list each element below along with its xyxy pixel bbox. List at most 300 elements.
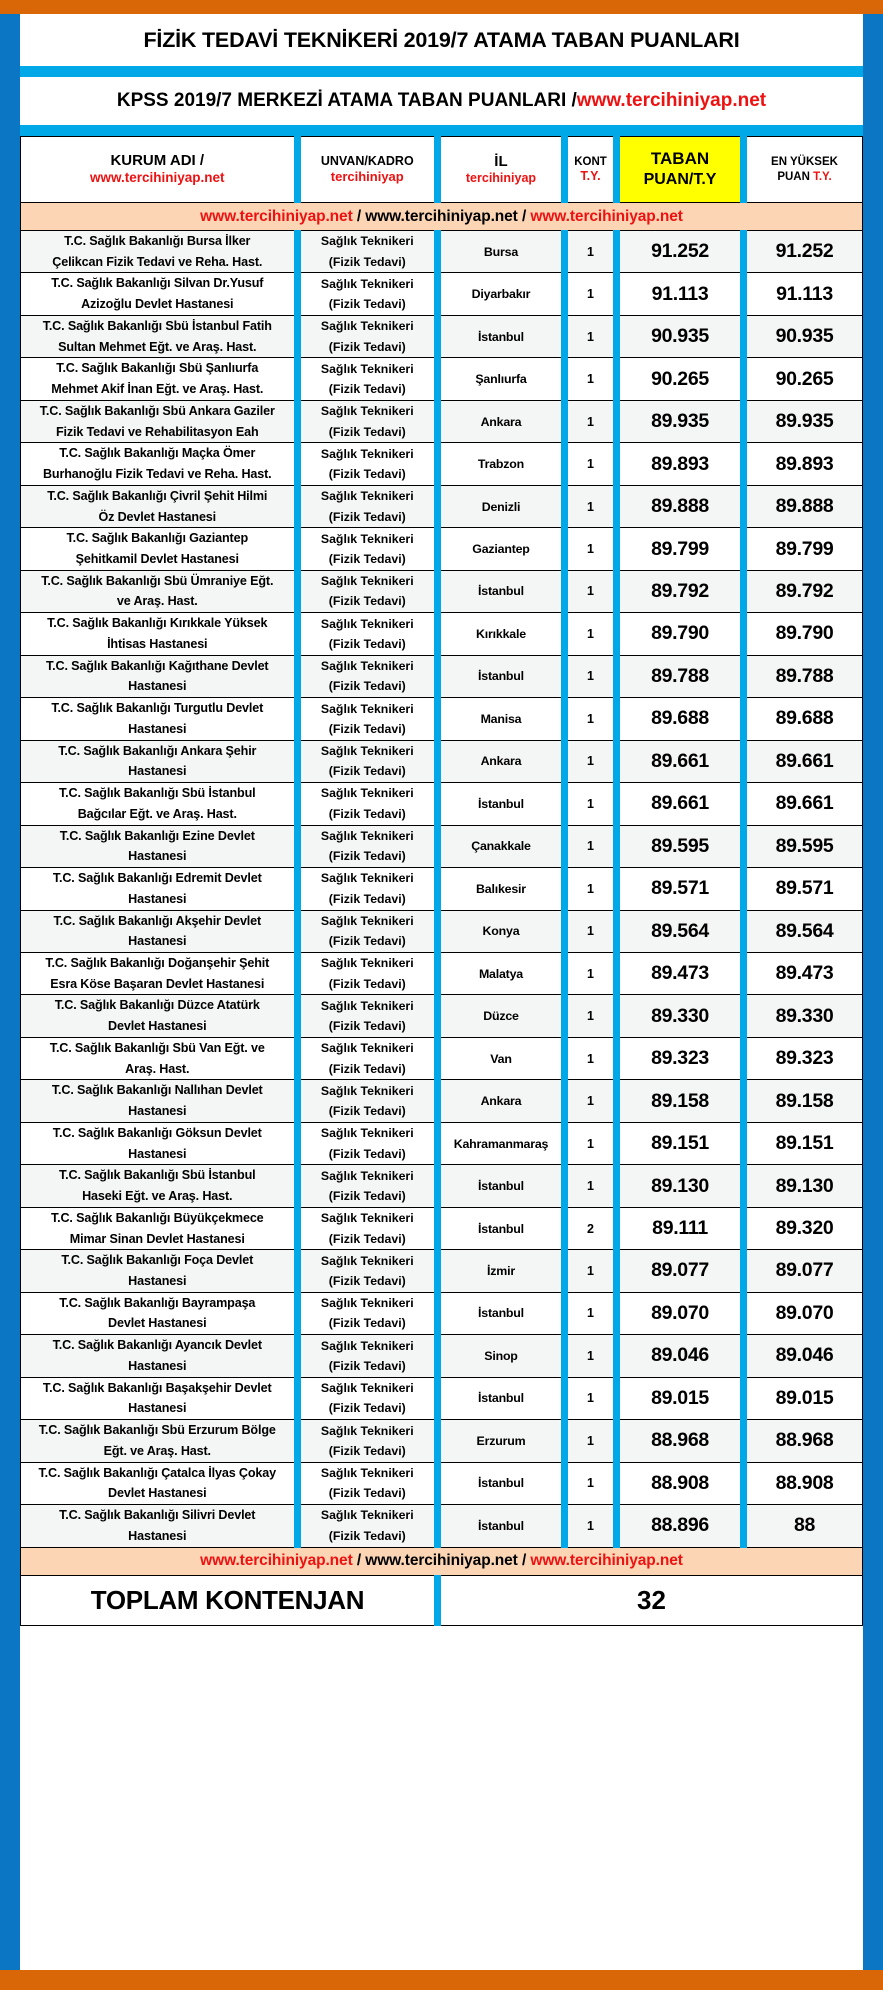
cell-il [438,400,565,442]
promo-link-1[interactable]: www.tercihiniyap.net [200,207,353,225]
kurum-line1: T.C. Sağlık Bakanlığı Ankara Şehir [58,743,257,758]
unvan-line1: Sağlık Teknikeri [320,276,414,291]
unvan-line1: Sağlık Teknikeri [320,489,414,504]
cell-kontenjan [564,1377,616,1419]
unvan-line2: (Fizik Tedavi) [328,382,406,397]
unvan-line2: (Fizik Tedavi) [328,806,406,821]
taban-value: 89.688 [651,707,709,730]
cell-il [438,1037,565,1079]
cell-unvan-kadro [297,868,438,910]
cell-unvan-kadro [297,825,438,867]
cell-il [438,1292,565,1334]
unvan-line1: Sağlık Teknikeri [320,744,414,759]
promo-link-4[interactable]: www.tercihiniyap.net [200,1552,353,1570]
cell-en-yuksek-puan [743,528,862,570]
cell-en-yuksek-puan [743,400,862,442]
cell-kurum-adi [21,1122,298,1164]
cell-en-yuksek-puan [743,1292,862,1334]
kurum-line2: Mimar Sinan Devlet Hastanesi [69,1231,245,1246]
promo-banner-top [21,203,863,231]
il-value: Balıkesir [476,881,526,896]
table-row [21,358,863,400]
kurum-line1: T.C. Sağlık Bakanlığı Turgutlu Devlet [51,701,264,716]
il-value: Denizli [481,499,521,514]
unvan-line2: (Fizik Tedavi) [328,1528,406,1543]
enyuksek-value: 89.792 [775,579,834,602]
unvan-line2: (Fizik Tedavi) [328,1061,406,1076]
total-kontenjan-value: 32 [438,1575,863,1625]
enyuksek-value: 89.788 [775,664,834,687]
cell-taban-puan [617,1377,744,1419]
kont-value: 1 [587,1179,594,1194]
il-value: İstanbul [478,329,524,344]
cell-kontenjan [564,231,616,273]
unvan-line2: (Fizik Tedavi) [328,1231,406,1246]
table-row [21,995,863,1037]
column-header-taban-puan [617,137,744,203]
cell-taban-puan [617,231,744,273]
scores-table [20,136,863,1626]
unvan-line2: (Fizik Tedavi) [328,764,406,779]
cell-kontenjan [564,655,616,697]
kurum-line2: Mehmet Akif İnan Eğt. ve Araş. Hast. [51,382,264,397]
kurum-line1: T.C. Sağlık Bakanlığı Kırıkkale Yüksek [47,616,268,631]
unvan-line1: Sağlık Teknikeri [320,913,414,928]
il-value: İzmir [487,1263,515,1278]
kurum-line1: T.C. Sağlık Bakanlığı Edremit Devlet [52,871,262,886]
cell-kurum-adi [21,315,298,357]
enyuksek-value: 89.688 [775,707,834,730]
taban-value: 89.792 [651,579,709,602]
cell-unvan-kadro [297,1377,438,1419]
unvan-line2: (Fizik Tedavi) [328,509,406,524]
il-header-line2: tercihiniyap [465,171,537,186]
taban-value: 90.265 [651,367,709,390]
il-value: İstanbul [478,1391,524,1406]
kurum-line1: T.C. Sağlık Bakanlığı Silivri Devlet [59,1508,256,1523]
il-value: Şanlıurfa [475,372,527,387]
unvan-line2: (Fizik Tedavi) [328,1104,406,1119]
cell-unvan-kadro [297,570,438,612]
taban-value: 89.661 [651,792,709,815]
cell-taban-puan [617,1505,744,1547]
unvan-header-line1: UNVAN/KADRO [320,153,414,168]
cell-il [438,485,565,527]
taban-value: 89.571 [651,877,709,900]
unvan-line1: Sağlık Teknikeri [320,1296,414,1311]
cell-en-yuksek-puan [743,910,862,952]
cell-kontenjan [564,485,616,527]
cell-kurum-adi [21,825,298,867]
cell-unvan-kadro [297,698,438,740]
kont-header-line2: T.Y. [580,168,601,183]
content-area [20,14,863,1970]
kurum-line1: T.C. Sağlık Bakanlığı Sbü İstanbul [59,786,256,801]
kont-value: 1 [587,1009,594,1024]
enyuksek-header-line1: EN YÜKSEK [771,156,838,169]
cell-en-yuksek-puan [743,1080,862,1122]
cell-unvan-kadro [297,485,438,527]
cell-kontenjan [564,1462,616,1504]
taban-value: 88.908 [651,1471,709,1494]
cell-il [438,1377,565,1419]
unvan-line2: (Fizik Tedavi) [328,849,406,864]
unvan-line2: (Fizik Tedavi) [328,1443,406,1458]
il-value: İstanbul [478,1221,524,1236]
enyuksek-value: 89.888 [775,495,834,518]
kont-value: 1 [587,457,594,472]
unvan-line1: Sağlık Teknikeri [320,319,414,334]
table-row [21,231,863,273]
cell-en-yuksek-puan [743,613,862,655]
il-value: İstanbul [478,1476,524,1491]
taban-header-line1: TABAN [650,149,710,169]
kurum-line2: Hastanesi [128,891,187,906]
taban-value: 89.564 [651,919,709,942]
taban-value: 89.077 [651,1259,709,1282]
promo-link-3[interactable]: www.tercihiniyap.net [530,207,683,225]
page-subtitle-link[interactable]: www.tercihiniyap.net [576,90,767,111]
cell-taban-puan [617,1462,744,1504]
page-subtitle-text: KPSS 2019/7 MERKEZİ ATAMA TABAN PUANLARI / [116,90,577,111]
enyuksek-value: 89.893 [775,452,834,475]
promo-link-2[interactable]: www.tercihiniyap.net [365,207,518,225]
left-blue-rail [0,14,20,1970]
cell-unvan-kadro [297,1420,438,1462]
kurum-line1: T.C. Sağlık Bakanlığı Çivril Şehit Hilmi [47,488,268,503]
unvan-line1: Sağlık Teknikeri [320,1508,414,1523]
cell-kurum-adi [21,1505,298,1547]
taban-value: 89.799 [651,537,709,560]
cell-unvan-kadro [297,613,438,655]
taban-value: 89.473 [651,962,709,985]
unvan-line1: Sağlık Teknikeri [320,786,414,801]
unvan-line1: Sağlık Teknikeri [320,361,414,376]
enyuksek-value: 88.908 [775,1471,834,1494]
unvan-line2: (Fizik Tedavi) [328,679,406,694]
unvan-line2: (Fizik Tedavi) [328,1486,406,1501]
enyuksek-value: 89.330 [775,1004,834,1027]
kont-value: 1 [587,796,594,811]
cell-kurum-adi [21,1250,298,1292]
unvan-line1: Sağlık Teknikeri [320,446,414,461]
cell-kurum-adi [21,1462,298,1504]
cell-taban-puan [617,783,744,825]
kurum-line1: T.C. Sağlık Bakanlığı Sbü Ümraniye Eğt. [41,573,274,588]
il-value: Diyarbakır [471,287,531,302]
cell-en-yuksek-puan [743,570,862,612]
taban-value: 89.893 [651,452,709,475]
taban-value: 90.935 [651,325,709,348]
cell-kontenjan [564,570,616,612]
total-row [21,1575,863,1625]
taban-value: 89.158 [651,1089,709,1112]
table-row [21,485,863,527]
cell-kurum-adi [21,273,298,315]
kurum-line1: T.C. Sağlık Bakanlığı Çatalca İlyas Çokay [38,1465,276,1480]
cell-en-yuksek-puan [743,1165,862,1207]
cell-unvan-kadro [297,995,438,1037]
cell-en-yuksek-puan [743,443,862,485]
cell-en-yuksek-puan [743,1377,862,1419]
kurum-line2: Devlet Hastanesi [108,1486,207,1501]
kurum-line2: Sultan Mehmet Eğt. ve Araş. Hast. [58,339,257,354]
unvan-line2: (Fizik Tedavi) [328,467,406,482]
cell-taban-puan [617,613,744,655]
unvan-line1: Sağlık Teknikeri [320,1041,414,1056]
kurum-line1: T.C. Sağlık Bakanlığı Foça Devlet [61,1253,254,1268]
cell-il [438,868,565,910]
cell-taban-puan [617,1165,744,1207]
column-header-kont [564,137,616,203]
cell-il [438,570,565,612]
cell-kurum-adi [21,570,298,612]
table-row [21,1420,863,1462]
banner-row-top [21,203,863,231]
cell-il [438,698,565,740]
kont-value: 1 [587,1348,594,1363]
taban-value: 89.323 [651,1047,709,1070]
taban-value: 89.111 [652,1217,708,1240]
cell-kontenjan [564,1037,616,1079]
table-row [21,1250,863,1292]
unvan-line2: (Fizik Tedavi) [328,934,406,949]
cell-en-yuksek-puan [743,655,862,697]
promo-sep-2: / [517,207,531,225]
enyuksek-value: 89.661 [775,792,834,815]
unvan-line2: (Fizik Tedavi) [328,636,406,651]
kurum-line2: Burhanoğlu Fizik Tedavi ve Reha. Hast. [42,467,272,482]
enyuksek-value: 88.968 [775,1429,834,1452]
kurum-line1: T.C. Sağlık Bakanlığı Sbü İstanbul Fatih [42,318,272,333]
kont-value: 1 [587,542,594,557]
kurum-line1: T.C. Sağlık Bakanlığı Sbü Van Eğt. ve [49,1040,265,1055]
cell-en-yuksek-puan [743,1462,862,1504]
table-row [21,1292,863,1334]
kont-value: 1 [587,1433,594,1448]
kurum-line1: T.C. Sağlık Bakanlığı Sbü Erzurum Bölge [38,1423,276,1438]
cell-en-yuksek-puan [743,485,862,527]
kurum-line1: T.C. Sağlık Bakanlığı Düzce Atatürk [54,998,260,1013]
cell-kontenjan [564,1080,616,1122]
cell-kontenjan [564,528,616,570]
cell-kurum-adi [21,995,298,1037]
cell-unvan-kadro [297,1250,438,1292]
cell-kurum-adi [21,1037,298,1079]
kurum-line2: Devlet Hastanesi [108,1019,207,1034]
cell-kontenjan [564,1165,616,1207]
cell-taban-puan [617,273,744,315]
cell-kontenjan [564,740,616,782]
cell-kurum-adi [21,613,298,655]
cell-kontenjan [564,868,616,910]
cell-unvan-kadro [297,1207,438,1249]
cell-il [438,825,565,867]
enyuksek-value: 90.265 [775,367,834,390]
il-value: İstanbul [478,1306,524,1321]
cyan-divider-top [20,66,863,77]
cell-taban-puan [617,825,744,867]
enyuksek-value: 89.323 [775,1047,834,1070]
il-value: Kırıkkale [476,626,526,641]
unvan-line1: Sağlık Teknikeri [320,956,414,971]
cell-taban-puan [617,995,744,1037]
taban-value: 89.151 [651,1132,709,1155]
cell-taban-puan [617,1292,744,1334]
il-value: Trabzon [477,457,525,472]
taban-value: 89.935 [651,410,709,433]
unvan-line2: (Fizik Tedavi) [328,1358,406,1373]
taban-value: 89.790 [651,622,709,645]
cell-kurum-adi [21,358,298,400]
kont-value: 1 [587,711,594,726]
cell-en-yuksek-puan [743,231,862,273]
kurum-line1: T.C. Sağlık Bakanlığı Bursa İlker [64,234,251,248]
cell-unvan-kadro [297,231,438,273]
table-row [21,825,863,867]
il-value: İstanbul [478,584,524,599]
enyuksek-value: 89.595 [775,834,834,857]
enyuksek-value: 89.158 [775,1089,834,1112]
kont-value: 1 [587,372,594,387]
unvan-line1: Sağlık Teknikeri [320,1465,414,1480]
table-row [21,910,863,952]
kurum-line2: Fizik Tedavi ve Rehabilitasyon Eah [55,424,259,439]
taban-header-line2: PUAN/T.Y [643,171,717,189]
table-header [21,137,863,203]
cell-taban-puan [617,952,744,994]
kurum-line2: Hastanesi [128,1528,187,1543]
cell-en-yuksek-puan [743,1122,862,1164]
promo-link-5[interactable]: www.tercihiniyap.net [365,1552,518,1570]
promo-sep-1: / [352,207,366,225]
unvan-line2: (Fizik Tedavi) [328,721,406,736]
cell-il [438,952,565,994]
unvan-line1: Sağlık Teknikeri [320,1083,414,1098]
kont-value: 1 [587,329,594,344]
promo-sep-4: / [517,1552,531,1570]
cell-kontenjan [564,273,616,315]
cell-unvan-kadro [297,400,438,442]
cell-il [438,1420,565,1462]
cell-taban-puan [617,485,744,527]
unvan-line2: (Fizik Tedavi) [328,1273,406,1288]
il-value: Malatya [478,966,523,981]
unvan-line1: Sağlık Teknikeri [320,531,414,546]
table-row [21,952,863,994]
unvan-header-line2: tercihiniyap [330,169,404,185]
cell-kurum-adi [21,655,298,697]
enyuksek-value: 89.130 [775,1174,834,1197]
cell-kurum-adi [21,443,298,485]
cell-kurum-adi [21,1207,298,1249]
cell-kurum-adi [21,1335,298,1377]
kurum-line1: T.C. Sağlık Bakanlığı Bayrampaşa [59,1295,256,1310]
enyuksek-value: 90.935 [775,325,834,348]
cell-unvan-kadro [297,1335,438,1377]
table-row [21,1122,863,1164]
cell-kurum-adi [21,1165,298,1207]
kurum-line2: Hastanesi [128,1358,187,1373]
unvan-line1: Sağlık Teknikeri [320,234,414,249]
kurum-line2: Azizoğlu Devlet Hastanesi [81,297,234,312]
cell-kurum-adi [21,1377,298,1419]
table-row [21,1207,863,1249]
cell-en-yuksek-puan [743,1505,862,1547]
cell-en-yuksek-puan [743,952,862,994]
cell-unvan-kadro [297,528,438,570]
table-footer [21,1547,863,1625]
kont-value: 1 [587,1136,594,1151]
cell-kontenjan [564,315,616,357]
cell-taban-puan [617,315,744,357]
il-value: İstanbul [478,669,524,684]
cell-unvan-kadro [297,1037,438,1079]
enyuksek-value: 89.661 [775,749,834,772]
cell-il [438,995,565,1037]
kurum-line2: Bağcılar Eğt. ve Araş. Hast. [77,806,237,821]
cell-kurum-adi [21,1292,298,1334]
page-title: FİZİK TEDAVİ TEKNİKERİ 2019/7 ATAMA TABAN PUANLARI [20,14,863,66]
unvan-line1: Sağlık Teknikeri [320,1168,414,1183]
kurum-line1: T.C. Sağlık Bakanlığı Akşehir Devlet [53,913,262,928]
kont-value: 1 [587,1391,594,1406]
cell-kurum-adi [21,528,298,570]
il-value: Konya [482,924,520,939]
table-row [21,655,863,697]
cell-taban-puan [617,570,744,612]
cell-il [438,1250,565,1292]
cell-en-yuksek-puan [743,273,862,315]
kurum-line2: Haseki Eğt. ve Araş. Hast. [82,1189,233,1204]
unvan-line1: Sağlık Teknikeri [320,1423,414,1438]
cell-en-yuksek-puan [743,783,862,825]
kurum-line1: T.C. Sağlık Bakanlığı Ezine Devlet [59,828,255,843]
cell-kontenjan [564,1250,616,1292]
kurum-line2: İhtisas Hastanesi [107,636,208,651]
cell-kurum-adi [21,485,298,527]
cell-taban-puan [617,740,744,782]
promo-link-6[interactable]: www.tercihiniyap.net [530,1552,683,1570]
kont-value: 1 [587,1263,594,1278]
table-row [21,613,863,655]
top-orange-bar [0,0,883,14]
kurum-line2: Devlet Hastanesi [108,1316,207,1331]
cell-en-yuksek-puan [743,1207,862,1249]
cell-il [438,1505,565,1547]
enyuksek-value: 91.113 [776,282,833,305]
table-body [21,203,863,1548]
cell-il [438,528,565,570]
kont-value: 1 [587,924,594,939]
cell-kontenjan [564,443,616,485]
unvan-line1: Sağlık Teknikeri [320,998,414,1013]
il-value: Van [490,1051,512,1066]
cell-en-yuksek-puan [743,1420,862,1462]
cell-unvan-kadro [297,910,438,952]
unvan-line2: (Fizik Tedavi) [328,552,406,567]
cell-kurum-adi [21,1420,298,1462]
unvan-line2: (Fizik Tedavi) [328,976,406,991]
column-header-unvan [297,137,438,203]
table-row [21,570,863,612]
kurum-line2: Hastanesi [128,1146,187,1161]
cell-en-yuksek-puan [743,1335,862,1377]
enyuksek-value: 89.799 [775,537,834,560]
kurum-line1: T.C. Sağlık Bakanlığı Büyükçekmece [50,1210,264,1225]
il-header-line1: İL [494,152,508,170]
unvan-line2: (Fizik Tedavi) [328,339,406,354]
